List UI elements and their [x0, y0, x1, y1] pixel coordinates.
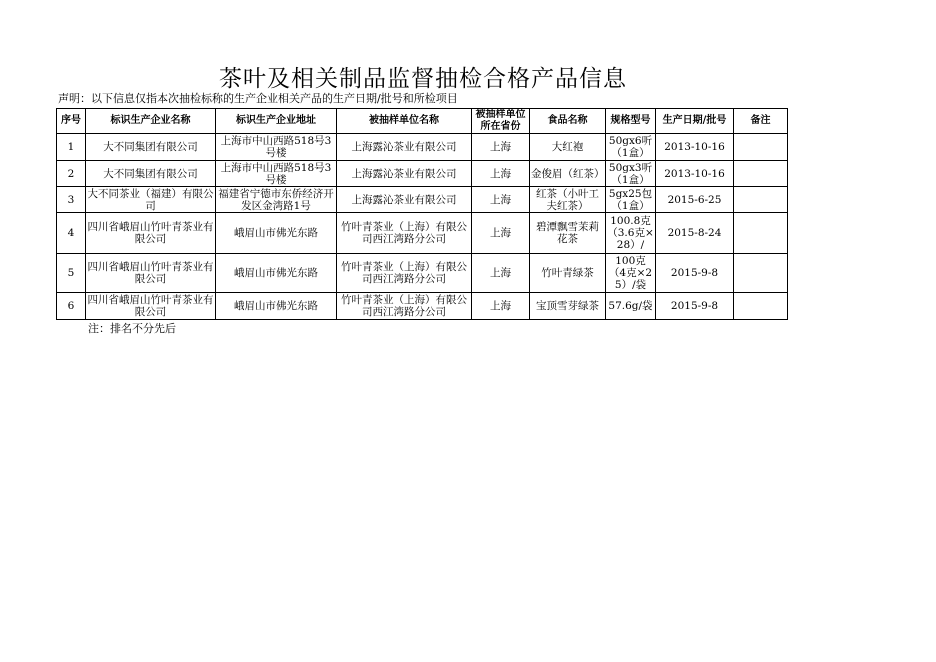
- header-cell: 被抽样单位名称: [337, 109, 472, 134]
- table-cell: 碧潭飘雪茉莉花茶: [530, 213, 606, 254]
- table-cell: 3: [57, 187, 86, 213]
- table-cell: 2013-10-16: [656, 134, 734, 161]
- page-title: 茶叶及相关制品监督抽检合格产品信息: [219, 66, 627, 92]
- table-cell: 峨眉山市佛光东路: [216, 213, 337, 254]
- header-row: [57, 109, 788, 134]
- table-cell: [734, 254, 788, 293]
- table-row: [57, 161, 788, 187]
- header-cell: 备注: [734, 109, 788, 134]
- table-cell: 上海: [472, 213, 530, 254]
- table-row: [57, 254, 788, 293]
- table-cell: 1: [57, 134, 86, 161]
- table-cell: 红茶（小叶工夫红茶）: [530, 187, 606, 213]
- table-cell: 上海: [472, 161, 530, 187]
- table-cell: 上海露沁茶业有限公司: [337, 161, 472, 187]
- footnote: 注：排名不分先后: [88, 322, 176, 335]
- table-cell: 四川省峨眉山竹叶青茶业有限公司: [86, 254, 216, 293]
- table-cell: 2015-6-25: [656, 187, 734, 213]
- table-cell: 上海市中山西路518号3号楼: [216, 134, 337, 161]
- table-cell: 上海: [472, 254, 530, 293]
- table-cell: 2015-9-8: [656, 293, 734, 320]
- table-cell: 竹叶青茶业（上海）有限公司西江湾路分公司: [337, 293, 472, 320]
- table-cell: 竹叶青茶业（上海）有限公司西江湾路分公司: [337, 213, 472, 254]
- header-cell: 规格型号: [606, 109, 656, 134]
- table-cell: 2013-10-16: [656, 161, 734, 187]
- table-row: [57, 293, 788, 320]
- table-cell: 金俊眉（红茶）: [530, 161, 606, 187]
- table-cell: [734, 213, 788, 254]
- header-cell: 标识生产企业地址: [216, 109, 337, 134]
- table-cell: 2015-9-8: [656, 254, 734, 293]
- table-row: [57, 213, 788, 254]
- table-cell: 50gx6听（1盒）: [606, 134, 656, 161]
- table-cell: 竹叶青绿茶: [530, 254, 606, 293]
- product-table: [56, 108, 788, 320]
- table-cell: 福建省宁德市东侨经济开发区金湾路1号: [216, 187, 337, 213]
- table-cell: [734, 293, 788, 320]
- table-cell: 竹叶青茶业（上海）有限公司西江湾路分公司: [337, 254, 472, 293]
- table-cell: 4: [57, 213, 86, 254]
- statement-text: 声明：以下信息仅指本次抽检标称的生产企业相关产品的生产日期/批号和所检项目: [58, 92, 458, 105]
- table-cell: 上海露沁茶业有限公司: [337, 134, 472, 161]
- header-cell: 生产日期/批号: [656, 109, 734, 134]
- table-cell: 100.8克（3.6克×28）/: [606, 213, 656, 254]
- table-row: [57, 187, 788, 213]
- table-cell: 5: [57, 254, 86, 293]
- header-cell: 序号: [57, 109, 86, 134]
- table-cell: 5gx25包（1盒）: [606, 187, 656, 213]
- table-cell: 上海: [472, 187, 530, 213]
- header-cell: 被抽样单位所在省份: [472, 109, 530, 134]
- table-cell: 上海市中山西路518号3号楼: [216, 161, 337, 187]
- table-cell: 57.6g/袋: [606, 293, 656, 320]
- table-cell: 大红袍: [530, 134, 606, 161]
- table-cell: 上海露沁茶业有限公司: [337, 187, 472, 213]
- table-cell: 50gx3听（1盒）: [606, 161, 656, 187]
- table-cell: 四川省峨眉山竹叶青茶业有限公司: [87, 294, 214, 318]
- table-cell: 大不同茶业（福建）有限公司: [87, 187, 214, 212]
- table-cell: 2015-8-24: [656, 213, 734, 254]
- table-cell: 100克（4克×25）/袋: [606, 254, 656, 293]
- table-cell: 峨眉山市佛光东路: [216, 254, 337, 293]
- table-cell: [734, 161, 788, 187]
- table-cell: 峨眉山市佛光东路: [216, 293, 337, 320]
- table-cell: 四川省峨眉山竹叶青茶业有限公司: [86, 213, 216, 254]
- table-cell: 上海: [472, 134, 530, 161]
- header-cell: 食品名称: [530, 109, 606, 134]
- table-cell: 2: [57, 161, 86, 187]
- table-cell: 上海: [472, 293, 530, 320]
- table-cell: 大不同集团有限公司: [86, 134, 216, 161]
- table-row: [57, 134, 788, 161]
- table-cell: 大不同集团有限公司: [86, 161, 216, 187]
- table-cell: 6: [57, 293, 86, 320]
- header-cell: 标识生产企业名称: [86, 109, 216, 134]
- table-cell: 宝顶雪芽绿茶: [530, 293, 606, 320]
- table-cell: [734, 187, 788, 213]
- table-cell: [734, 134, 788, 161]
